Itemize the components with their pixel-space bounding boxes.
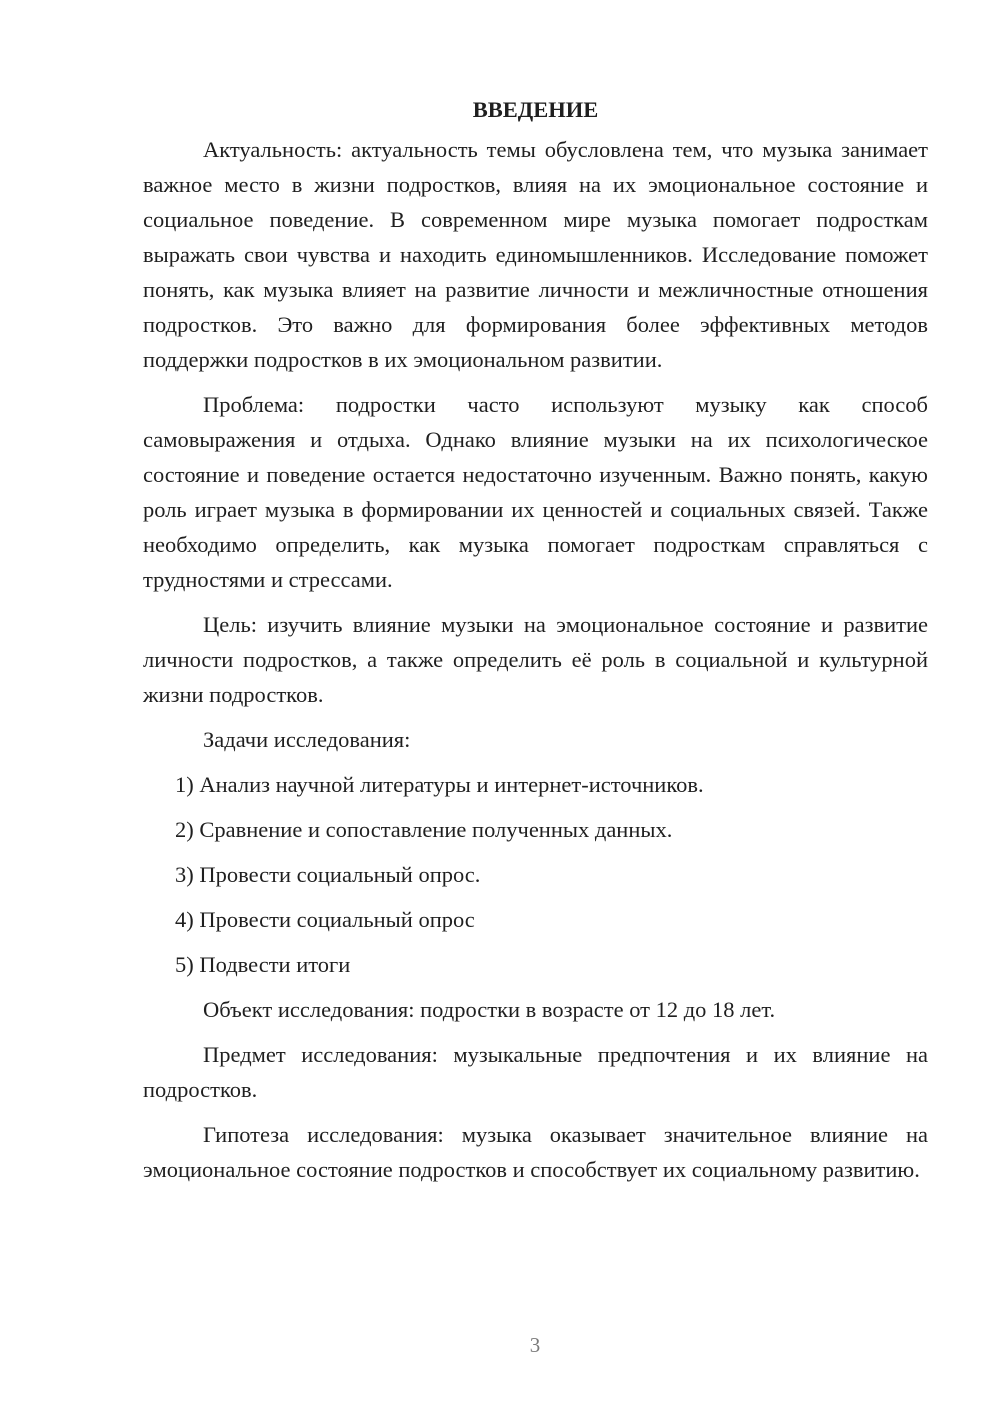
problem-paragraph: Проблема: подростки часто используют музыку как способ самовыражения и отдыха. Однако влияние музыки на их психологическое состояние и поведение остается недостаточно изученным. Важно понять, какую роль играет музыка в формировании их ценностей и социальных связей. Также необходимо определить, как музыка помогает подросткам справляться с трудностями и стрессами. <box>143 392 928 592</box>
object-paragraph: Объект исследования: подростки в возрасте от 12 до 18 лет. <box>203 997 776 1022</box>
page-title: ВВЕДЕНИЕ <box>472 97 599 122</box>
subject-paragraph: Предмет исследования: музыкальные предпочтения и их влияние на подростков. <box>143 1042 928 1102</box>
page-number: 3 <box>529 1333 541 1357</box>
tasks-heading: Задачи исследования: <box>203 727 411 752</box>
task-item-4: 4) Провести социальный опрос <box>175 907 475 932</box>
task-item-5: 5) Подвести итоги <box>175 952 351 977</box>
task-item-1: 1) Анализ научной литературы и интернет-источников. <box>175 772 704 797</box>
task-list <box>143 767 928 982</box>
hypothesis-paragraph: Гипотеза исследования: музыка оказывает значительное влияние на эмоциональное состояние подростков и способствует их социальному развитию. <box>143 1122 928 1182</box>
document-body <box>143 92 928 1197</box>
task-item-3: 3) Провести социальный опрос. <box>175 862 481 887</box>
goal-paragraph: Цель: изучить влияние музыки на эмоциональное состояние и развитие личности подростков, а также определить её роль в социальной и культурной жизни подростков. <box>143 612 928 707</box>
task-item-2: 2) Сравнение и сопоставление полученных данных. <box>175 817 673 842</box>
relevance-paragraph: Актуальность: актуальность темы обусловлена тем, что музыка занимает важное место в жизни подростков, влияя на их эмоциональное состояние и социальное поведение. В современном мире музыка помогает подросткам выражать свои чувства и находить единомышленников. Исследование поможет понять, как музыка влияет на развитие личности и межличностные отношения подростков. Это важно для формирования более эффективных методов поддержки подростков в их эмоциональном развитии. <box>143 137 928 372</box>
